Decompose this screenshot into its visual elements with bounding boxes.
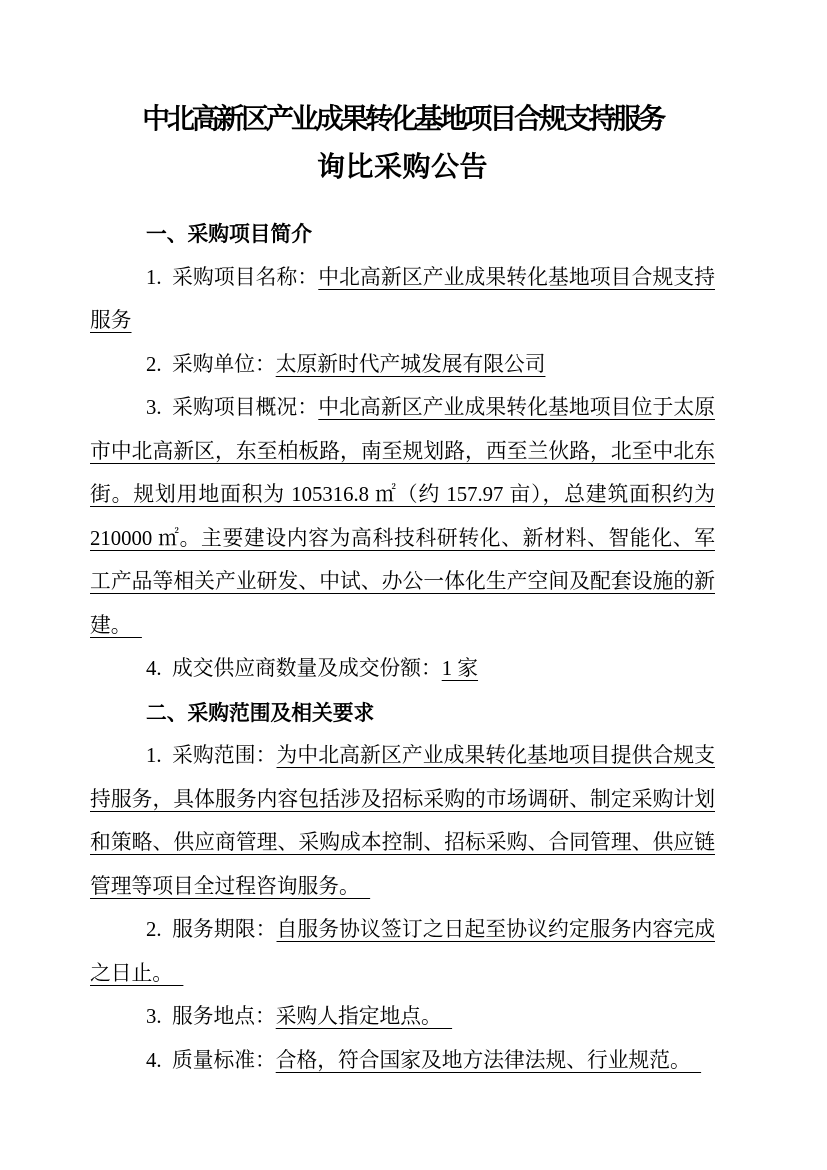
label-text: 3. 服务地点： <box>146 1006 276 1028</box>
underlined-value-text: 采购人指定地点。 <box>275 1006 453 1028</box>
label-text: 2. 采购单位： <box>146 353 276 376</box>
label-text: 二、采购范围及相关要求 <box>146 701 375 725</box>
label-text: 4. 质量标准： <box>146 1049 276 1072</box>
underlined-value-text: 中北高新区产业成果转化基地项目合规支持服务 <box>90 266 715 332</box>
underlined-value-text: 太原新时代产城发展有限公司 <box>275 353 546 376</box>
document-body <box>90 213 715 1083</box>
document-title-line-2: 询比采购公告 <box>316 152 488 183</box>
item-project-overview <box>90 387 715 648</box>
label-text: 1. 采购项目名称： <box>146 266 319 289</box>
item-purchaser <box>90 344 715 388</box>
label-text: 1. 采购范围： <box>146 745 277 767</box>
underlined-value-text: 自服务协议签订之日起至协议约定服务内容完成之日止。 <box>90 919 715 985</box>
item-project-name <box>90 257 715 344</box>
item-service-location <box>90 996 715 1040</box>
underlined-value-text: 合格，符合国家及地方法律法规、行业规范。 <box>275 1049 702 1072</box>
section-heading-1 <box>90 213 715 257</box>
document-title <box>90 96 715 192</box>
item-procurement-scope <box>90 735 715 909</box>
document-title-line-1: 中北高新区产业成果转化基地项目合规支持服务 <box>142 104 663 135</box>
item-supplier-count <box>90 648 715 692</box>
label-text: 2. 服务期限： <box>146 919 277 941</box>
label-text: 4. 成交供应商数量及成交份额： <box>146 658 442 680</box>
underlined-value-text: 中北高新区产业成果转化基地项目位于太原市中北高新区，东至柏板路，南至规划路，西至兰伙路，北至中北东街。规划用地面积为 105316.8 ㎡（约 157.97 亩），总建筑面积约为 210000 ㎡。主要建设内容为高科技科研转化、新材料、智能化、军工产品等相关产业研发、中试、办公一体化生产空间及配套设施的新建。 <box>90 397 715 637</box>
label-text: 一、采购项目简介 <box>146 223 313 246</box>
section-heading-2 <box>90 692 715 736</box>
item-service-period <box>90 909 715 996</box>
underlined-value-text: 为中北高新区产业成果转化基地项目提供合规支持服务，具体服务内容包括涉及招标采购的市场调研、制定采购计划和策略、供应商管理、采购成本控制、招标采购、合同管理、供应链管理等项目全过程咨询服务。 <box>90 745 715 898</box>
label-text: 3. 采购项目概况： <box>146 397 319 419</box>
underlined-value-text: 1 家 <box>441 658 479 680</box>
item-quality-standard <box>90 1040 715 1084</box>
